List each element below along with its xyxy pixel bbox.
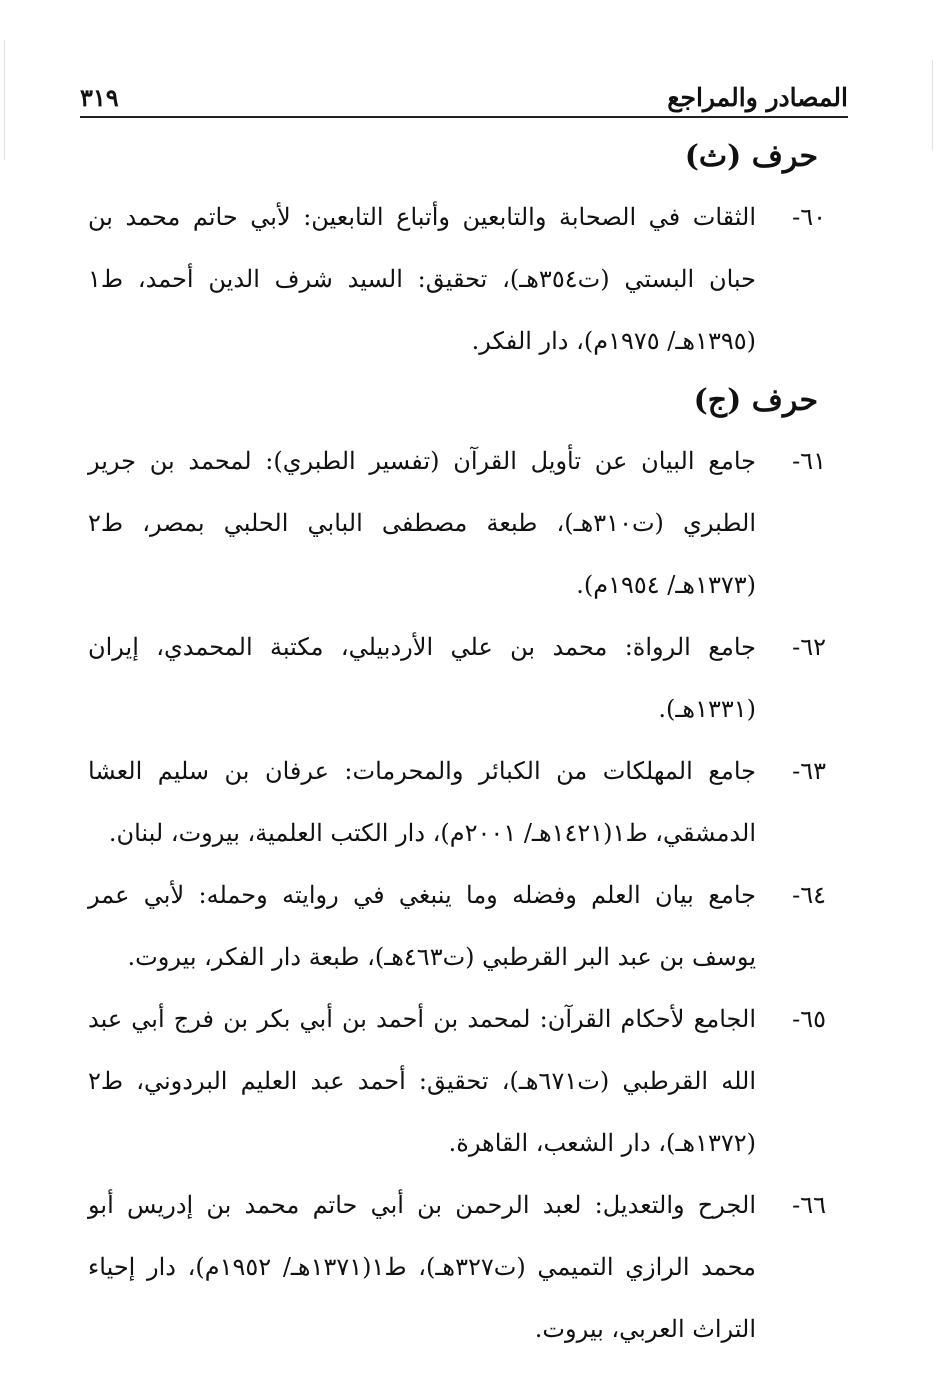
entry-number: ٦٥- <box>792 1005 826 1033</box>
entry-text: جامع الرواة: محمد بن علي الأردبيلي، مكتبة المحمدي، إيران (١٣٣١هـ). <box>88 633 756 723</box>
entry-number: ٦٠- <box>792 203 826 231</box>
entry-text: الثقات في الصحابة والتابعين وأتباع التابعين: لأبي حاتم محمد بن حبان البستي (ت٣٥٤هـ)، تحقيق: السيد شرف الدين أحمد، ط١ (١٣٩٥هـ/ ١٩٧٥م)، دار الفكر. <box>88 203 756 355</box>
section-heading: حرف (ج) <box>693 383 818 418</box>
scan-edge-line-left <box>4 40 5 160</box>
reference-entry <box>88 740 826 864</box>
references-list <box>88 128 826 1360</box>
entry-number: ٦٤- <box>792 881 826 909</box>
entry-text: الجامع لأحكام القرآن: لمحمد بن أحمد بن أبي بكر بن فرج أبي عبد الله القرطبي (ت٦٧١هـ)، تحقيق: أحمد عبد العليم البردوني، ط٢ (١٣٧٢هـ)، دار الشعب، القاهرة. <box>88 1005 757 1157</box>
page-number: ٣١٩ <box>80 83 119 112</box>
reference-entry <box>88 430 826 616</box>
entry-number: ٦٣- <box>792 757 826 785</box>
entry-text: الجرح والتعديل: لعبد الرحمن بن أبي حاتم محمد بن إدريس أبو محمد الرازي التميمي (ت٣٢٧هـ)، ط١(١٣٧١هـ/ ١٩٥٢م)، دار إحياء التراث العربي، بيروت. <box>88 1191 756 1343</box>
entry-text: جامع البيان عن تأويل القرآن (تفسير الطبري): لمحمد بن جرير الطبري (ت٣١٠هـ)، طبعة مصطفى البابي الحلبي بمصر، ط٢ (١٣٧٣هـ/ ١٩٥٤م). <box>88 447 756 599</box>
scan-edge-line-right <box>932 60 933 150</box>
section-jim <box>88 372 826 1360</box>
reference-entry <box>88 616 826 740</box>
section-tha <box>88 128 826 372</box>
section-heading: حرف (ث) <box>684 139 818 174</box>
entry-text: جامع بيان العلم وفضله وما ينبغي في روايته وحمله: لأبي عمر يوسف بن عبد البر القرطبي (ت٤٦٣هـ)، طبعة دار الفكر، بيروت. <box>88 881 756 971</box>
entry-text: جامع المهلكات من الكبائر والمحرمات: عرفان بن سليم العشا الدمشقي، ط١(١٤٢١هـ/ ٢٠٠١م)، دار الكتب العلمية، بيروت، لبنان. <box>88 757 756 847</box>
reference-entry <box>88 864 826 988</box>
running-title: المصادر والمراجع <box>667 83 848 112</box>
running-header <box>80 72 848 118</box>
entry-number: ٦٢- <box>792 633 826 661</box>
reference-entry <box>88 1174 826 1360</box>
entry-number: ٦٦- <box>792 1191 826 1219</box>
reference-entry <box>88 186 826 372</box>
entry-number: ٦١- <box>792 447 826 475</box>
reference-entry <box>88 988 826 1174</box>
